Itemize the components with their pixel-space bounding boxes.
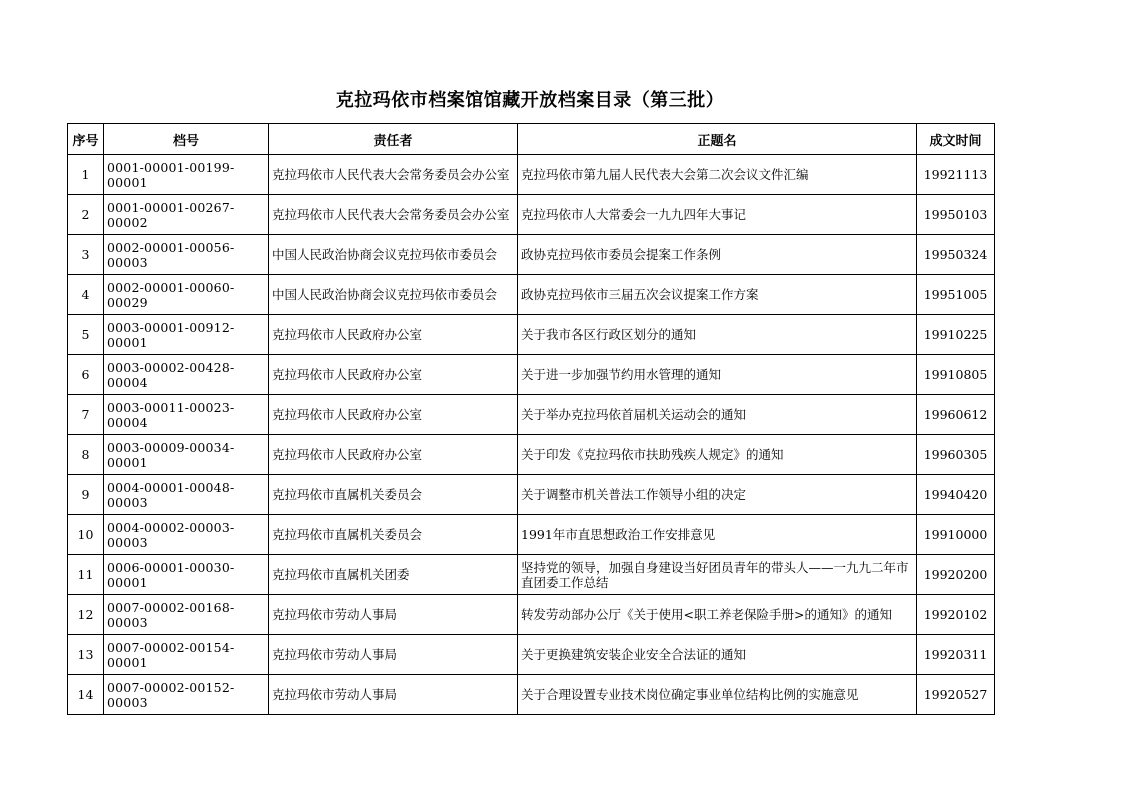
cell-date: 19910805 [917,355,995,395]
table-row [68,235,995,275]
cell-owner: 克拉玛依市直属机关委员会 [269,515,518,555]
cell-seq: 9 [68,475,104,515]
cell-code: 0006-00001-00030-00001 [104,555,269,595]
cell-subject: 坚持党的领导，加强自身建设当好团员青年的带头人——一九九二年市直团委工作总结 [518,555,917,595]
cell-subject: 关于我市各区行政区划分的通知 [518,315,917,355]
header-seq: 序号 [68,124,104,155]
table-row [68,635,995,675]
cell-seq: 1 [68,155,104,195]
archive-catalog-table [67,123,995,715]
cell-subject: 政协克拉玛依市委员会提案工作条例 [518,235,917,275]
cell-owner: 克拉玛依市人民政府办公室 [269,435,518,475]
cell-subject: 关于合理设置专业技术岗位确定事业单位结构比例的实施意见 [518,675,917,715]
cell-subject: 关于进一步加强节约用水管理的通知 [518,355,917,395]
cell-owner: 克拉玛依市直属机关团委 [269,555,518,595]
cell-owner: 克拉玛依市劳动人事局 [269,675,518,715]
cell-subject: 关于调整市机关普法工作领导小组的决定 [518,475,917,515]
cell-seq: 2 [68,195,104,235]
table-row [68,595,995,635]
cell-owner: 克拉玛依市直属机关委员会 [269,475,518,515]
cell-owner: 克拉玛依市人民政府办公室 [269,395,518,435]
table-row [68,155,995,195]
cell-date: 19920102 [917,595,995,635]
table-row [68,315,995,355]
cell-subject: 关于印发《克拉玛依市扶助残疾人规定》的通知 [518,435,917,475]
cell-code: 0004-00001-00048-00003 [104,475,269,515]
cell-owner: 克拉玛依市人民代表大会常务委员会办公室 [269,155,518,195]
table-row [68,515,995,555]
cell-code: 0002-00001-00060-00029 [104,275,269,315]
cell-code: 0007-00002-00152-00003 [104,675,269,715]
cell-date: 19920200 [917,555,995,595]
cell-owner: 克拉玛依市人民政府办公室 [269,315,518,355]
table-row [68,675,995,715]
cell-seq: 6 [68,355,104,395]
cell-owner: 克拉玛依市劳动人事局 [269,595,518,635]
cell-date: 19920527 [917,675,995,715]
table-header-row [68,124,995,155]
cell-seq: 11 [68,555,104,595]
cell-date: 19910225 [917,315,995,355]
cell-date: 19950324 [917,235,995,275]
cell-owner: 中国人民政治协商会议克拉玛依市委员会 [269,235,518,275]
cell-subject: 政协克拉玛依市三届五次会议提案工作方案 [518,275,917,315]
cell-date: 19951005 [917,275,995,315]
cell-subject: 关于举办克拉玛依首届机关运动会的通知 [518,395,917,435]
cell-date: 19910000 [917,515,995,555]
cell-subject: 转发劳动部办公厅《关于使用<职工养老保险手册>的通知》的通知 [518,595,917,635]
table-row [68,395,995,435]
page-title: 克拉玛依市档案馆馆藏开放档案目录（第三批） [335,90,725,111]
cell-date: 19920311 [917,635,995,675]
cell-date: 19960612 [917,395,995,435]
header-subject: 正题名 [518,124,917,155]
cell-seq: 14 [68,675,104,715]
cell-seq: 5 [68,315,104,355]
cell-code: 0004-00002-00003-00003 [104,515,269,555]
cell-subject: 1991年市直思想政治工作安排意见 [518,515,917,555]
cell-owner: 中国人民政治协商会议克拉玛依市委员会 [269,275,518,315]
header-code: 档号 [104,124,269,155]
cell-seq: 4 [68,275,104,315]
table-row [68,275,995,315]
table-row [68,435,995,475]
cell-seq: 10 [68,515,104,555]
cell-seq: 8 [68,435,104,475]
cell-code: 0001-00001-00199-00001 [104,155,269,195]
cell-owner: 克拉玛依市人民代表大会常务委员会办公室 [269,195,518,235]
cell-code: 0002-00001-00056-00003 [104,235,269,275]
cell-code: 0007-00002-00154-00001 [104,635,269,675]
cell-code: 0003-00011-00023-00004 [104,395,269,435]
cell-date: 19950103 [917,195,995,235]
cell-code: 0003-00009-00034-00001 [104,435,269,475]
cell-owner: 克拉玛依市人民政府办公室 [269,355,518,395]
cell-subject: 克拉玛依市人大常委会一九九四年大事记 [518,195,917,235]
cell-owner: 克拉玛依市劳动人事局 [269,635,518,675]
header-date: 成文时间 [917,124,995,155]
table-row [68,355,995,395]
cell-code: 0003-00001-00912-00001 [104,315,269,355]
cell-seq: 7 [68,395,104,435]
table-row [68,195,995,235]
cell-seq: 3 [68,235,104,275]
header-owner: 责任者 [269,124,518,155]
table-row [68,475,995,515]
cell-date: 19960305 [917,435,995,475]
cell-seq: 13 [68,635,104,675]
cell-code: 0007-00002-00168-00003 [104,595,269,635]
cell-date: 19940420 [917,475,995,515]
cell-code: 0001-00001-00267-00002 [104,195,269,235]
table-row [68,555,995,595]
cell-subject: 克拉玛依市第九届人民代表大会第二次会议文件汇编 [518,155,917,195]
cell-subject: 关于更换建筑安装企业安全合法证的通知 [518,635,917,675]
cell-code: 0003-00002-00428-00004 [104,355,269,395]
cell-seq: 12 [68,595,104,635]
cell-date: 19921113 [917,155,995,195]
